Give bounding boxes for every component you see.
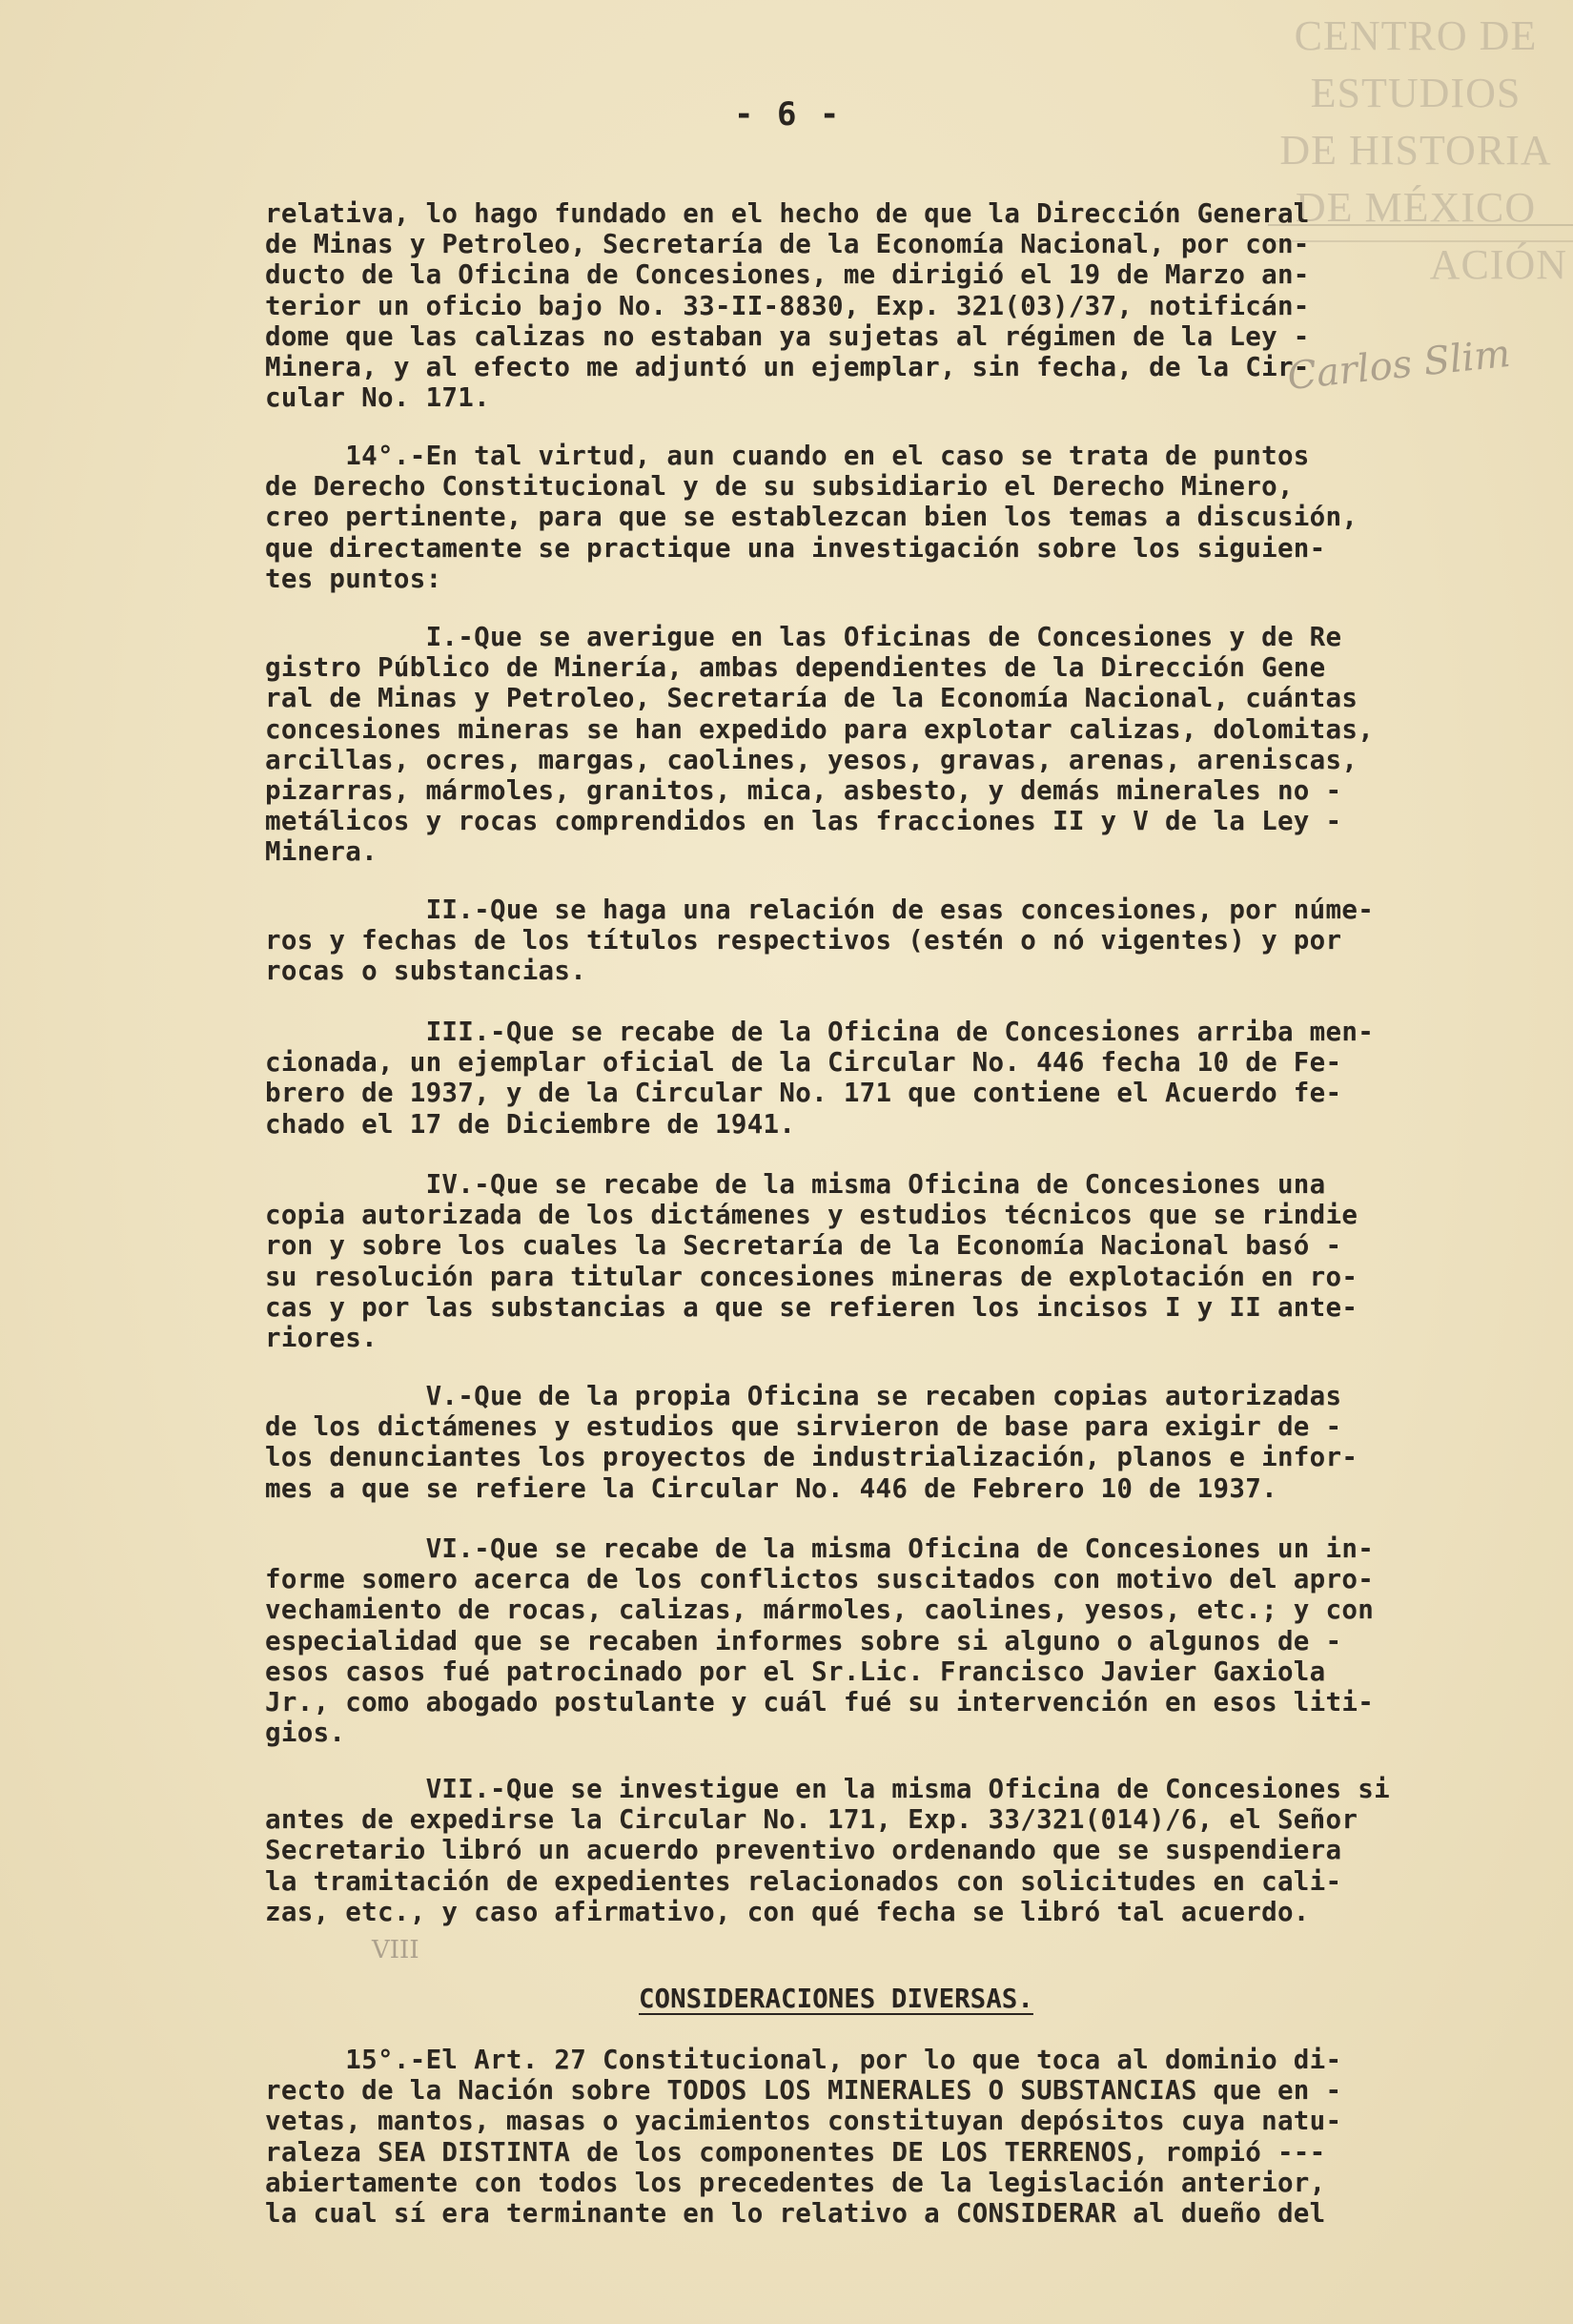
section-heading: CONSIDERACIONES DIVERSAS. bbox=[639, 1984, 1033, 2014]
item-VII: VII.-Que se investigue en la misma Oficina de Concesiones si antes de expedirse la Circular No. 171, Exp. 33/321(014)/6, el Señor Secretario libró un acuerdo preventivo ordenando que se suspendiera la tramitación de expedientes relacionados con solicitudes en cali- zas, etc., y caso afirmativo, con qué fecha se libró tal acuerdo. bbox=[265, 1774, 1390, 1927]
watermark-line: CENTRO DE bbox=[1294, 12, 1538, 59]
item-IV: IV.-Que se recabe de la misma Oficina de Concesiones una copia autorizada de los dictámenes y estudios técnicos que se rindie ron y sobre los cuales la Secretaría de la Economía Nacional basó - su resolución para titular concesiones mineras de explotación en ro- cas y por las substancias a que se refieren los incisos I y II ante- riores. bbox=[265, 1169, 1358, 1354]
item-I: I.-Que se averigue en las Oficinas de Concesiones y de Re gistro Público de Minería, ambas dependientes de la Dirección Gene ral de Minas y Petroleo, Secretaría de la Economía Nacional, cuántas concesiones mineras se han expedido para explotar calizas, dolomitas, arcillas, ocres, margas, caolines, yesos, gravas, arenas, areniscas, pizarras, mármoles, granitos, mica, asbesto, y demás minerales no - metálicos y rocas comprendidos en las fracciones II y V de la Ley - Minera. bbox=[265, 622, 1375, 868]
paragraph-15: 15°.-El Art. 27 Constitucional, por lo que toca al dominio di- recto de la Nación sobre TODOS LOS MINERALES O SUBSTANCIAS que en - vetas, mantos, masas o yacimientos constituyan depósitos cuya natu- raleza SEA DISTINTA de los componentes DE LOS TERRENOS, rompió --- abiertamente con todos los precedentes de la legislación anterior, la cual sí era terminante en lo relativo a CONSIDERAR al dueño del bbox=[265, 2045, 1342, 2230]
item-V: V.-Que de la propia Oficina se recaben copias autorizadas de los dictámenes y estudios que sirvieron de base para exigir de - los denunciantes los proyectos de industrialización, planos e infor- mes a que se refiere la Circular No. 446 de Febrero 10 de 1937. bbox=[265, 1381, 1358, 1504]
watermark-line: DE HISTORIA bbox=[1279, 127, 1552, 174]
handwritten-signature: Carlos Slim bbox=[1285, 331, 1513, 400]
margin-mark: VIII bbox=[372, 1936, 419, 1964]
item-III: III.-Que se recabe de la Oficina de Concesiones arriba men- cionada, un ejemplar oficial de la Circular No. 446 fecha 10 de Fe- brero de 1937, y de la Circular No. 171 que contiene el Acuerdo fe- chado el 17 de Diciembre de 1941. bbox=[265, 1017, 1375, 1140]
page-number: - 6 - bbox=[734, 95, 842, 134]
watermark-line: ACIÓN bbox=[1429, 241, 1567, 288]
paragraph-relativa: relativa, lo hago fundado en el hecho de que la Dirección General de Minas y Petroleo, Secretaría de la Economía Nacional, por con- ducto de la Oficina de Concesiones, me dirigió el 19 de Marzo an- terior un oficio bajo No. 33-II-8830, Exp. 321(03)/37, notificán- dome que las calizas no estaban ya sujetas al régimen de la Ley - Minera, y al efecto me adjuntó un ejemplar, sin fecha, de la Cir- cular No. 171. bbox=[265, 198, 1310, 414]
watermark-line: DE MÉXICO bbox=[1295, 184, 1537, 231]
item-VI: VI.-Que se recabe de la misma Oficina de Concesiones un in- forme somero acerca de los conflictos suscitados con motivo del apro- vechamiento de rocas, calizas, mármoles, caolines, yesos, etc.; y con especialidad que se recaben informes sobre si alguno o algunos de - esos casos fué patrocinado por el Sr.Lic. Francisco Javier Gaxiola Jr., como abogado postulante y cuál fué su intervención en esos liti- gios. bbox=[265, 1533, 1375, 1749]
paragraph-14: 14°.-En tal virtud, aun cuando en el caso se trata de puntos de Derecho Constitucional y de su subsidiario el Derecho Minero, creo pertinente, para que se establezcan bien los temas a discusión, que directamente se practique una investigación sobre los siguien- tes puntos: bbox=[265, 441, 1358, 594]
item-II: II.-Que se haga una relación de esas concesiones, por núme- ros y fechas de los títulos respectivos (estén o nó vigentes) y por rocas o substancias. bbox=[265, 895, 1375, 987]
watermark-line: ESTUDIOS bbox=[1310, 70, 1522, 116]
